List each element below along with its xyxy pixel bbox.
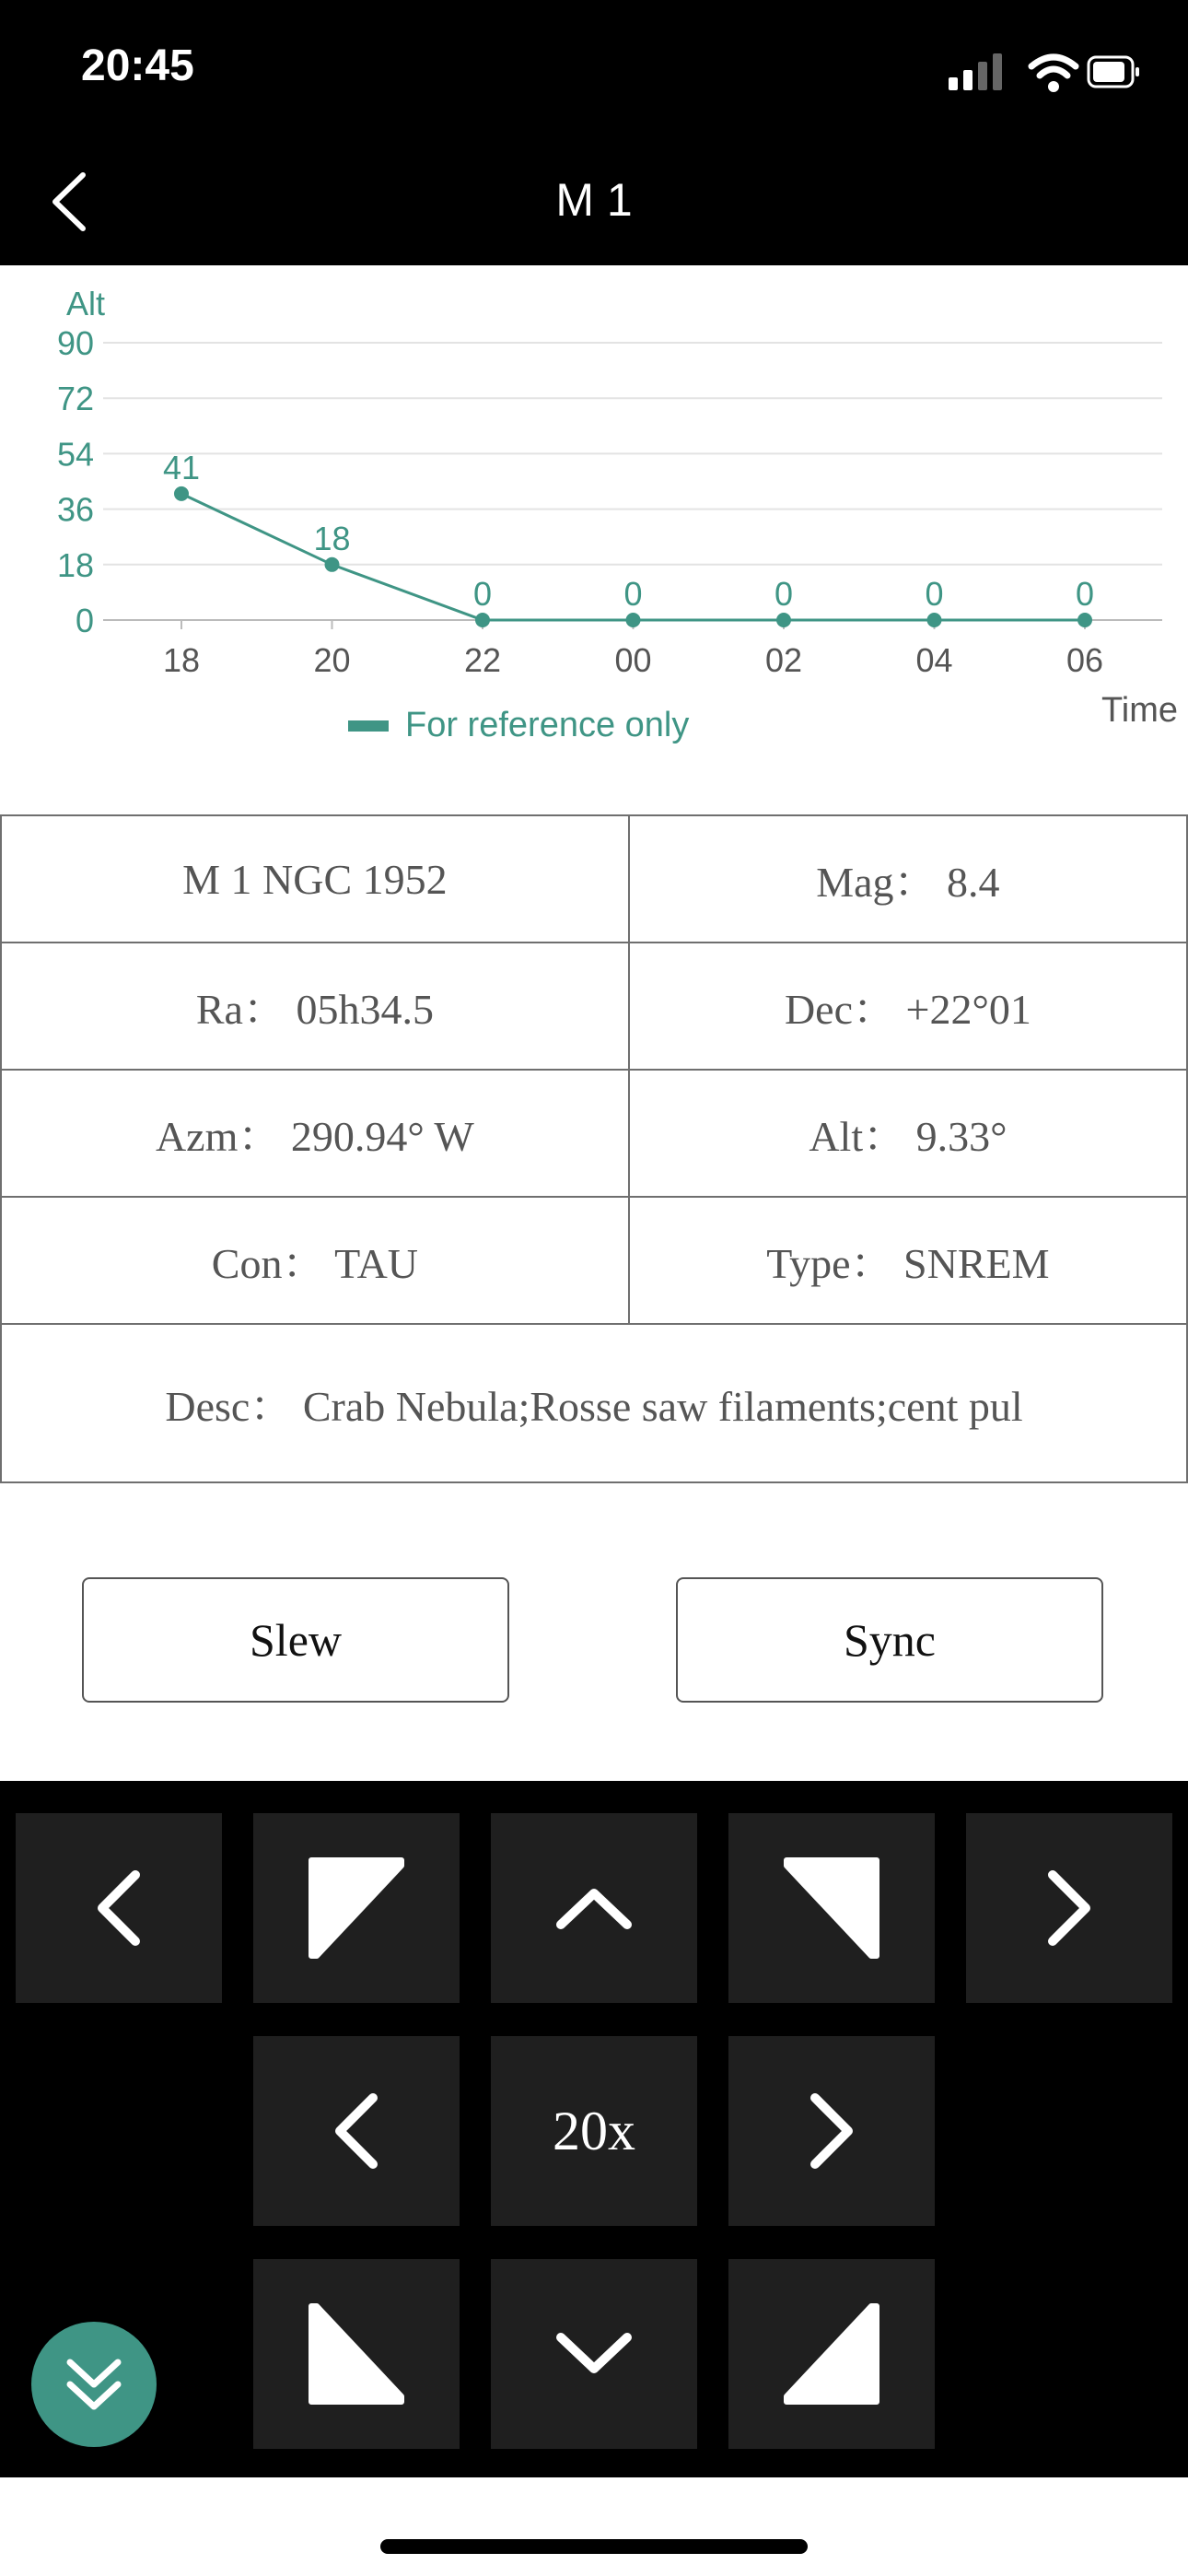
x-axis-label: Time — [1101, 691, 1179, 730]
legend-label: For reference only — [405, 706, 690, 744]
data-label: 0 — [623, 575, 643, 613]
magnitude-cell: Mag： 8.4 — [629, 815, 1187, 943]
azimuth-cell: Azm： 290.94° W — [1, 1070, 629, 1197]
fine-left-button[interactable] — [253, 2036, 460, 2226]
x-tick-label: 02 — [764, 641, 803, 679]
altitude-chart — [0, 265, 1188, 781]
move-up-left-button[interactable] — [253, 1813, 460, 2003]
data-point — [927, 613, 942, 627]
move-up-right-button[interactable] — [728, 1813, 935, 2003]
type-cell: Type： SNREM — [629, 1197, 1187, 1324]
x-tick-label: 18 — [162, 641, 201, 679]
data-point — [626, 613, 641, 627]
arrow-down-right-icon — [772, 2299, 891, 2409]
x-tick-label: 20 — [313, 641, 351, 679]
y-tick-label: 54 — [56, 435, 94, 474]
arrow-down-left-icon — [297, 2299, 416, 2409]
altitude-cell: Alt： 9.33° — [629, 1070, 1187, 1197]
move-down-button[interactable] — [491, 2259, 697, 2449]
slew-button[interactable]: Slew — [82, 1577, 509, 1703]
cellular-signal-icon — [949, 53, 1002, 90]
chevron-left-icon — [82, 1862, 156, 1954]
x-tick-label: 06 — [1066, 641, 1104, 679]
y-tick-label: 72 — [56, 380, 94, 418]
chevron-up-icon — [548, 1871, 640, 1945]
y-tick-label: 36 — [56, 490, 94, 529]
status-icons — [949, 50, 1142, 100]
nav-bar — [0, 138, 1188, 265]
altitude-chart-svg — [0, 265, 1188, 698]
battery-icon — [1089, 57, 1139, 87]
move-down-left-button[interactable] — [253, 2259, 460, 2449]
data-label: 18 — [313, 519, 351, 557]
y-tick-label: 18 — [56, 545, 94, 584]
page-title: M 1 — [555, 174, 633, 226]
x-tick-label: 00 — [614, 641, 652, 679]
move-right-button[interactable] — [966, 1813, 1172, 2003]
double-chevron-down-icon — [57, 2348, 131, 2421]
ra-cell: Ra： 05h34.5 — [1, 943, 629, 1070]
data-point — [325, 557, 340, 572]
data-label: 41 — [162, 448, 201, 486]
speed-button[interactable] — [491, 2036, 697, 2226]
data-point — [776, 613, 791, 627]
home-area — [0, 2477, 1188, 2576]
move-down-right-button[interactable] — [728, 2259, 935, 2449]
arrow-up-right-icon — [772, 1853, 891, 1963]
x-tick-label: 22 — [463, 641, 502, 679]
fine-right-button[interactable] — [728, 2036, 935, 2226]
data-point — [1077, 613, 1092, 627]
sync-button[interactable]: Sync — [676, 1577, 1103, 1703]
move-left-button[interactable] — [16, 1813, 222, 2003]
home-indicator[interactable] — [380, 2539, 808, 2554]
chart-legend — [348, 706, 689, 745]
chevron-right-icon — [795, 2085, 868, 2177]
chevron-left-icon — [320, 2085, 393, 2177]
object-detail — [0, 265, 1188, 1781]
y-tick-label: 90 — [56, 324, 94, 362]
chevron-down-icon — [548, 2317, 640, 2391]
y-tick-label: 0 — [75, 602, 94, 639]
description-cell: Desc： Crab Nebula;Rosse saw filaments;cent pul — [1, 1324, 1187, 1482]
data-label: 0 — [925, 575, 944, 613]
x-tick-label: 04 — [915, 641, 953, 679]
legend-swatch — [348, 720, 389, 732]
data-label: 0 — [472, 575, 493, 613]
arrow-up-left-icon — [297, 1853, 416, 1963]
collapse-pad-button[interactable] — [31, 2322, 157, 2447]
constellation-cell: Con： TAU — [1, 1197, 629, 1324]
object-info-table — [0, 814, 1188, 1483]
data-point — [174, 486, 189, 501]
object-name-cell: M 1 NGC 1952 — [1, 815, 629, 943]
status-bar — [0, 0, 1188, 138]
status-time: 20:45 — [81, 41, 194, 90]
dec-cell: Dec： +22°01 — [629, 943, 1187, 1070]
speed-label: 20x — [553, 2100, 635, 2161]
chevron-right-icon — [1032, 1862, 1106, 1954]
data-point — [475, 613, 490, 627]
data-label: 0 — [1075, 575, 1095, 613]
wifi-icon — [1031, 57, 1076, 92]
data-label: 0 — [774, 575, 794, 613]
move-up-button[interactable] — [491, 1813, 697, 2003]
y-axis-label: Alt — [66, 285, 106, 322]
